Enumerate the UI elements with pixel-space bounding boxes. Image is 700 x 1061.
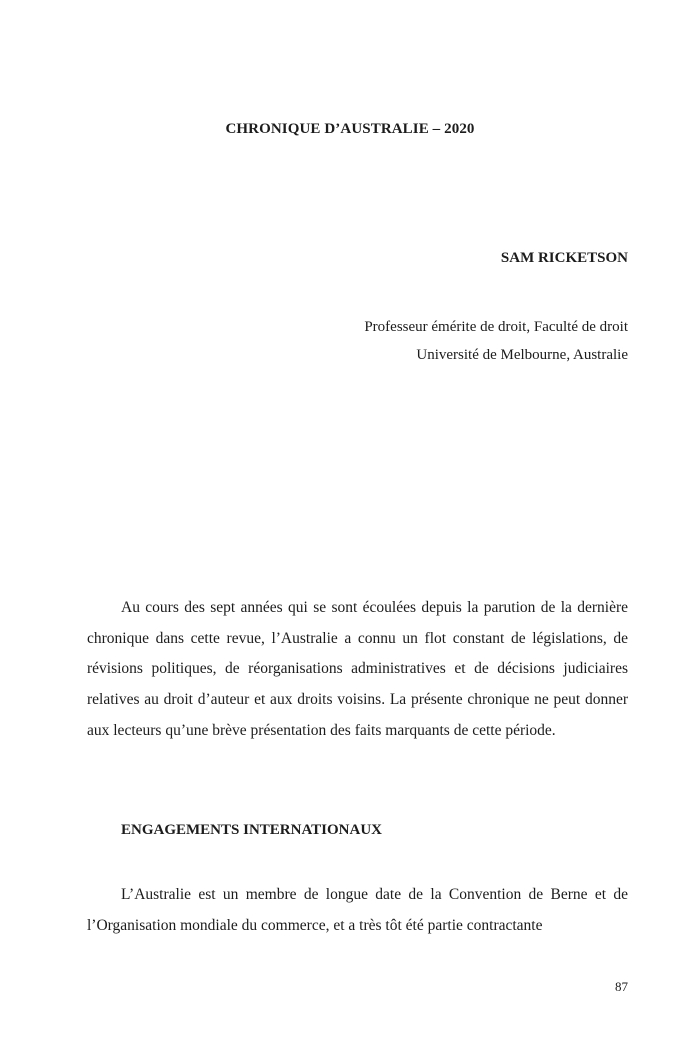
affiliation-line-1: Professeur émérite de droit, Faculté de droit bbox=[364, 319, 628, 335]
author-affiliation bbox=[364, 313, 628, 369]
section-paragraph: L’Australie est un membre de longue date de la Convention de Berne et de l’Organisation mondiale du commerce, et a très tôt été partie contractante bbox=[87, 886, 628, 934]
intro-paragraph: Au cours des sept années qui se sont écoulées depuis la parution de la dernière chronique dans cette revue, l’Australie a connu un flot constant de législations, de révisions politiques, de réorganisations administratives et de décisions judiciaires relatives au droit d’auteur et aux droits voisins. La présente chronique ne peut donner aux lecteurs qu’une brève présentation des faits marquants de cette période. bbox=[87, 599, 628, 739]
section-heading: ENGAGEMENTS INTERNATIONAUX bbox=[121, 822, 383, 838]
author-name: SAM RICKETSON bbox=[500, 250, 628, 266]
article-title: CHRONIQUE D’AUSTRALIE – 2020 bbox=[225, 121, 475, 137]
page-number: 87 bbox=[615, 979, 628, 994]
affiliation-line-2: Université de Melbourne, Australie bbox=[416, 347, 628, 363]
